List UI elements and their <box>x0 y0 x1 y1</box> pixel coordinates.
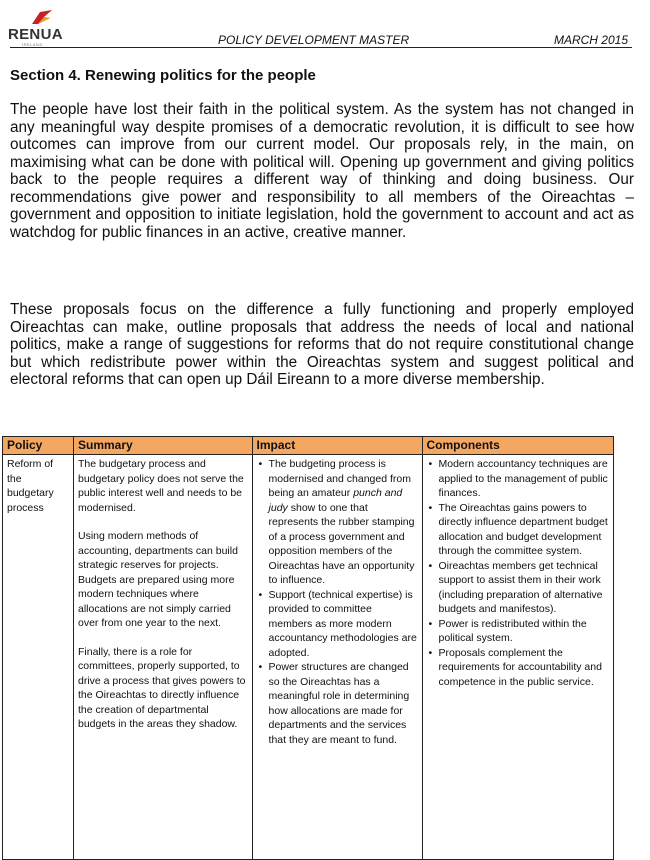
table-row <box>3 455 614 860</box>
component-item: • The Oireachtas gains powers to directly influence department budget allocation and budget development through the committee system. <box>439 501 610 559</box>
proposals-paragraph: These proposals focus on the difference a fully functioning and properly employed Oireachtas can make, outline proposals that address the needs of local and national politics, make a range of suggestions for reforms that do not require constitutional change but which redistribute power within the Oireachtas system and suggest political and electoral reforms that can open up Dáil Eireann to a more diverse membership. <box>10 301 634 388</box>
summary-cell <box>73 455 252 860</box>
header-impact: Impact <box>252 437 422 455</box>
components-cell <box>422 455 614 860</box>
component-item: • Modern accountancy techniques are applied to the management of public finances. <box>439 457 610 501</box>
document-date: MARCH 2015 <box>553 33 628 47</box>
intro-paragraph: The people have lost their faith in the political system. As the system has not changed in any meaningful way despite promises of a democratic revolution, it is difficult to see how outcomes can improve from our current model. Our proposals rely, in the main, on maximising what can be done with political will. Opening up government and giving politics back to the people requires a different way of thinking and doing business. Our recommendations give power and responsibility to all members of the Oireachtas – government and opposition to initiate legislation, hold the government to account and act as watchdog for public finances in an active, creative manner. <box>10 101 634 241</box>
impact-cell <box>252 455 422 860</box>
header-policy: Policy <box>3 437 74 455</box>
impact-text: show to one that represents the rubber stamping of a process government and opposition members of the Oireachtas have an opportunity to influence. <box>268 501 415 586</box>
section-title: Section 4. Renewing politics for the people <box>10 67 316 84</box>
summary-paragraph: Using modern methods of accounting, departments can build strategic reserves for projects. Budgets are prepared using more modern techniques where allocations are not simply carried over from one year to the next. <box>77 530 238 629</box>
table-header-row <box>3 437 614 455</box>
header-components: Components <box>422 437 614 455</box>
impact-text: The budgeting process is modernised and changed from being an amateur <box>268 458 411 499</box>
policy-cell: Reform of the budgetary process <box>3 455 74 860</box>
component-item: • Power is redistributed within the political system. <box>439 617 610 646</box>
impact-item: • Power structures are changed so the Oireachtas has a meaningful role in determining how allocations are made for departments and the services that they are meant to fund. <box>269 660 418 747</box>
logo-subtext: IRELAND <box>22 42 43 47</box>
impact-item <box>269 457 418 588</box>
impact-item: • Support (technical expertise) is provided to committee members as more modern accountancy methodologies are adopted. <box>269 588 418 661</box>
summary-paragraph: The budgetary process and budgetary policy does not serve the public interest well and needs to be modernised. <box>77 458 244 514</box>
renua-logo <box>8 8 76 46</box>
summary-paragraph: Finally, there is a role for committees, properly supported, to drive a process that gives powers to the Oireachtas to directly influence the creation of departmental budgets in the areas they shadow. <box>77 645 246 730</box>
header-divider <box>10 47 632 48</box>
document-title: POLICY DEVELOPMENT MASTER <box>218 33 410 47</box>
header-summary: Summary <box>73 437 252 455</box>
logo-flag-icon <box>30 8 56 26</box>
logo-text: RENUA <box>8 26 63 43</box>
impact-emphasis: punch and judy <box>268 487 403 514</box>
component-item: • Oireachtas members get technical support to assist them in their work (including preparation of alternative budgets and manifestos). <box>439 559 610 617</box>
component-item: • Proposals complement the requirements for accountability and competence in the public service. <box>439 646 610 690</box>
policy-table <box>2 436 614 860</box>
